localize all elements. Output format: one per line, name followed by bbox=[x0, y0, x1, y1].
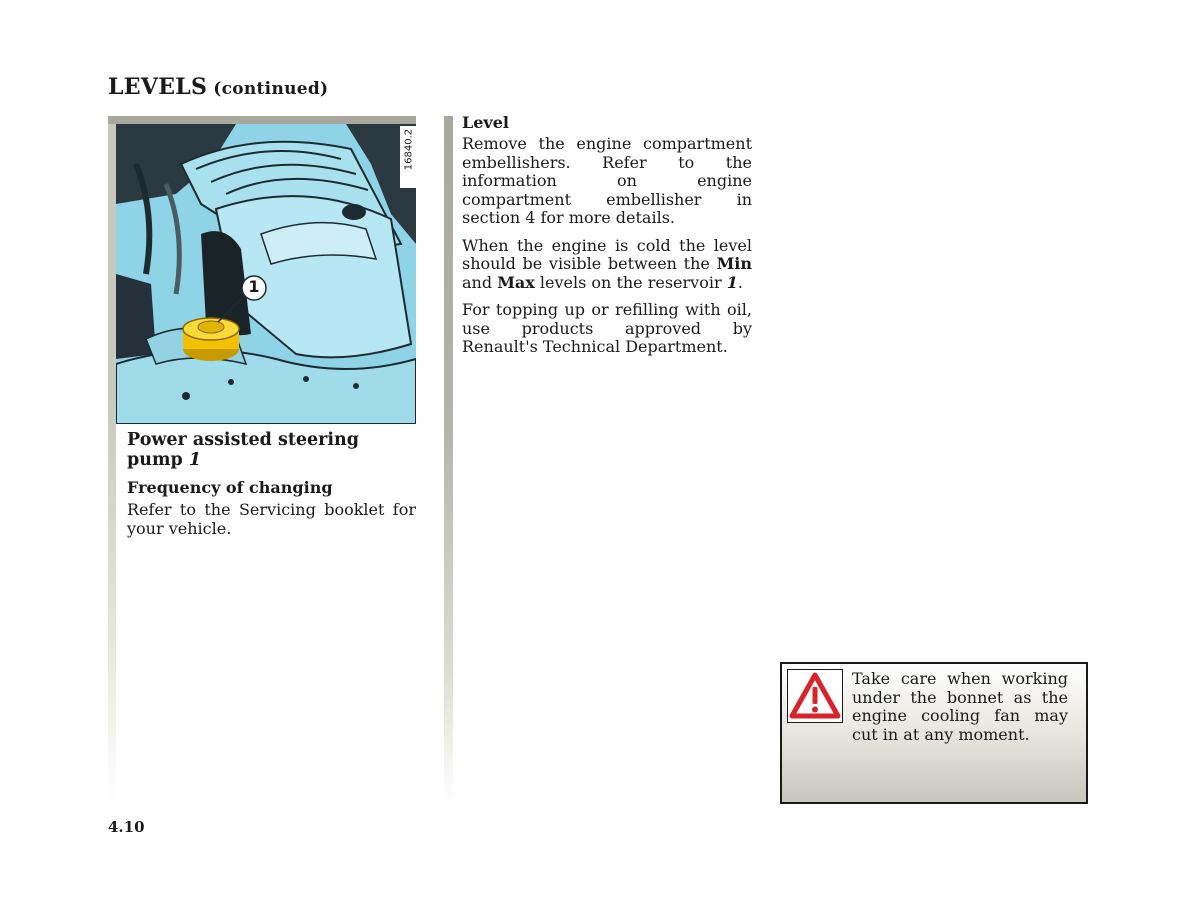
reservoir-number: 1 bbox=[726, 272, 738, 292]
level-heading: Level bbox=[462, 113, 509, 132]
level-paragraph-2 bbox=[462, 237, 752, 293]
column-divider-bar bbox=[444, 116, 453, 806]
page-title bbox=[108, 74, 328, 100]
frequency-heading: Frequency of changing bbox=[127, 478, 333, 497]
level-p2-part-c: levels on the reservoir bbox=[539, 272, 722, 292]
level-paragraph-1: Remove the engine compartment embellishers. Refer to the information on engine compartment embellisher in section 4 for more details. bbox=[462, 134, 752, 227]
steering-pump-heading-number: 1 bbox=[188, 450, 201, 470]
level-p2-end: . bbox=[737, 272, 743, 292]
min-label: Min bbox=[716, 254, 752, 273]
page-title-main: LEVELS bbox=[108, 74, 208, 100]
page-number: 4.10 bbox=[108, 818, 145, 836]
steering-pump-heading bbox=[127, 430, 416, 470]
right-text-block bbox=[462, 113, 752, 366]
warning-triangle-icon bbox=[787, 669, 843, 723]
max-label: Max bbox=[497, 272, 535, 292]
frequency-text: Refer to the Servicing booklet for your vehicle. bbox=[127, 500, 416, 538]
level-p2-part-b: and bbox=[462, 272, 493, 292]
left-column-top-strip bbox=[108, 116, 416, 124]
level-paragraph-3: For topping up or refilling with oil, use products approved by Renault's Technical Department. bbox=[462, 300, 752, 356]
steering-pump-heading-text: Power assisted steering pump bbox=[127, 430, 359, 470]
left-text-block bbox=[127, 430, 416, 538]
warning-text: Take care when working under the bonnet as the engine cooling fan may cut in at any moment. bbox=[852, 669, 1068, 744]
engine-illustration bbox=[116, 124, 416, 424]
callout-number: 1 bbox=[248, 277, 260, 296]
page-title-continued: (continued) bbox=[213, 79, 329, 99]
level-p2-part-a: When the engine is cold the level should be visible between the bbox=[462, 235, 752, 273]
figure-reference-code: 16840.2 bbox=[403, 128, 415, 171]
warning-box bbox=[780, 662, 1088, 804]
